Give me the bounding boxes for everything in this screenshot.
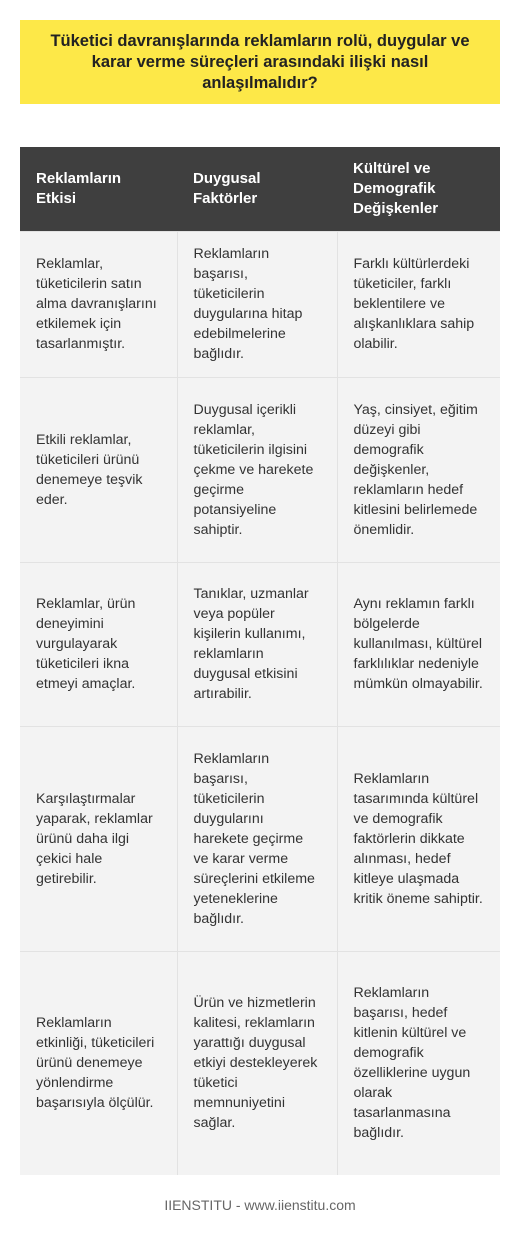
table-cell: Aynı reklamın farklı bölgelerde kullanılması, kültürel farklılıklar nedeniyle mümkün olmayabilir. — [337, 562, 500, 726]
table-row — [20, 377, 500, 562]
table-row — [20, 562, 500, 726]
table-row — [20, 231, 500, 377]
table-cell: Tanıklar, uzmanlar veya popüler kişilerin kullanımı, reklamların duygusal etkisini artırabilir. — [177, 562, 337, 726]
table-cell: Reklamların başarısı, tüketicilerin duygularını harekete geçirme ve karar verme süreçlerini etkileme yeteneklerine bağlıdır. — [177, 726, 337, 951]
table-cell: Etkili reklamlar, tüketicileri ürünü denemeye teşvik eder. — [20, 377, 177, 562]
comparison-table — [20, 147, 500, 1175]
footer-credit: IIENSTITU - www.iienstitu.com — [164, 1197, 356, 1213]
table-cell: Reklamlar, tüketicilerin satın alma davranışlarını etkilemek için tasarlanmıştır. — [20, 231, 177, 377]
table-row — [20, 951, 500, 1175]
table-cell: Duygusal içerikli reklamlar, tüketicilerin ilgisini çekme ve harekete geçirme potansiyeline sahiptir. — [177, 377, 337, 562]
table-cell: Reklamların etkinliği, tüketicileri ürünü denemeye yönlendirme başarısıyla ölçülür. — [20, 951, 177, 1175]
page-title: Tüketici davranışlarında reklamların rolü, duygular ve karar verme süreçleri arasındaki ilişki nasıl anlaşılmalıdır? — [50, 31, 470, 92]
table-row — [20, 726, 500, 951]
table-cell: Reklamlar, ürün deneyimini vurgulayarak tüketicileri ikna etmeyi amaçlar. — [20, 562, 177, 726]
table-cell: Reklamların başarısı, hedef kitlenin kültürel ve demografik özelliklerine uygun olarak tasarlanmasına bağlıdır. — [337, 951, 500, 1175]
table-cell: Reklamların başarısı, tüketicilerin duygularına hitap edebilmelerine bağlıdır. — [177, 231, 337, 377]
title-banner — [20, 20, 500, 104]
table-cell: Yaş, cinsiyet, eğitim düzeyi gibi demografik değişkenler, reklamların hedef kitlesini belirlemede önemlidir. — [337, 377, 500, 562]
table-header-row — [20, 147, 500, 231]
table-cell: Reklamların tasarımında kültürel ve demografik faktörlerin dikkate alınması, hedef kitleye ulaşmada kritik öneme sahiptir. — [337, 726, 500, 951]
table-cell: Karşılaştırmalar yaparak, reklamlar ürünü daha ilgi çekici hale getirebilir. — [20, 726, 177, 951]
header-emotional-factors: Duygusal Faktörler — [177, 147, 337, 231]
table-cell: Farklı kültürlerdeki tüketiciler, farklı beklentilere ve alışkanlıklara sahip olabilir. — [337, 231, 500, 377]
comparison-table-container — [20, 147, 500, 1175]
table-cell: Ürün ve hizmetlerin kalitesi, reklamların yarattığı duygusal etkiyi destekleyerek tüketici memnuniyetini sağlar. — [177, 951, 337, 1175]
header-advertising-effect: Reklamların Etkisi — [20, 147, 177, 231]
header-cultural-demographic-variables: Kültürel ve Demografik Değişkenler — [337, 147, 500, 231]
